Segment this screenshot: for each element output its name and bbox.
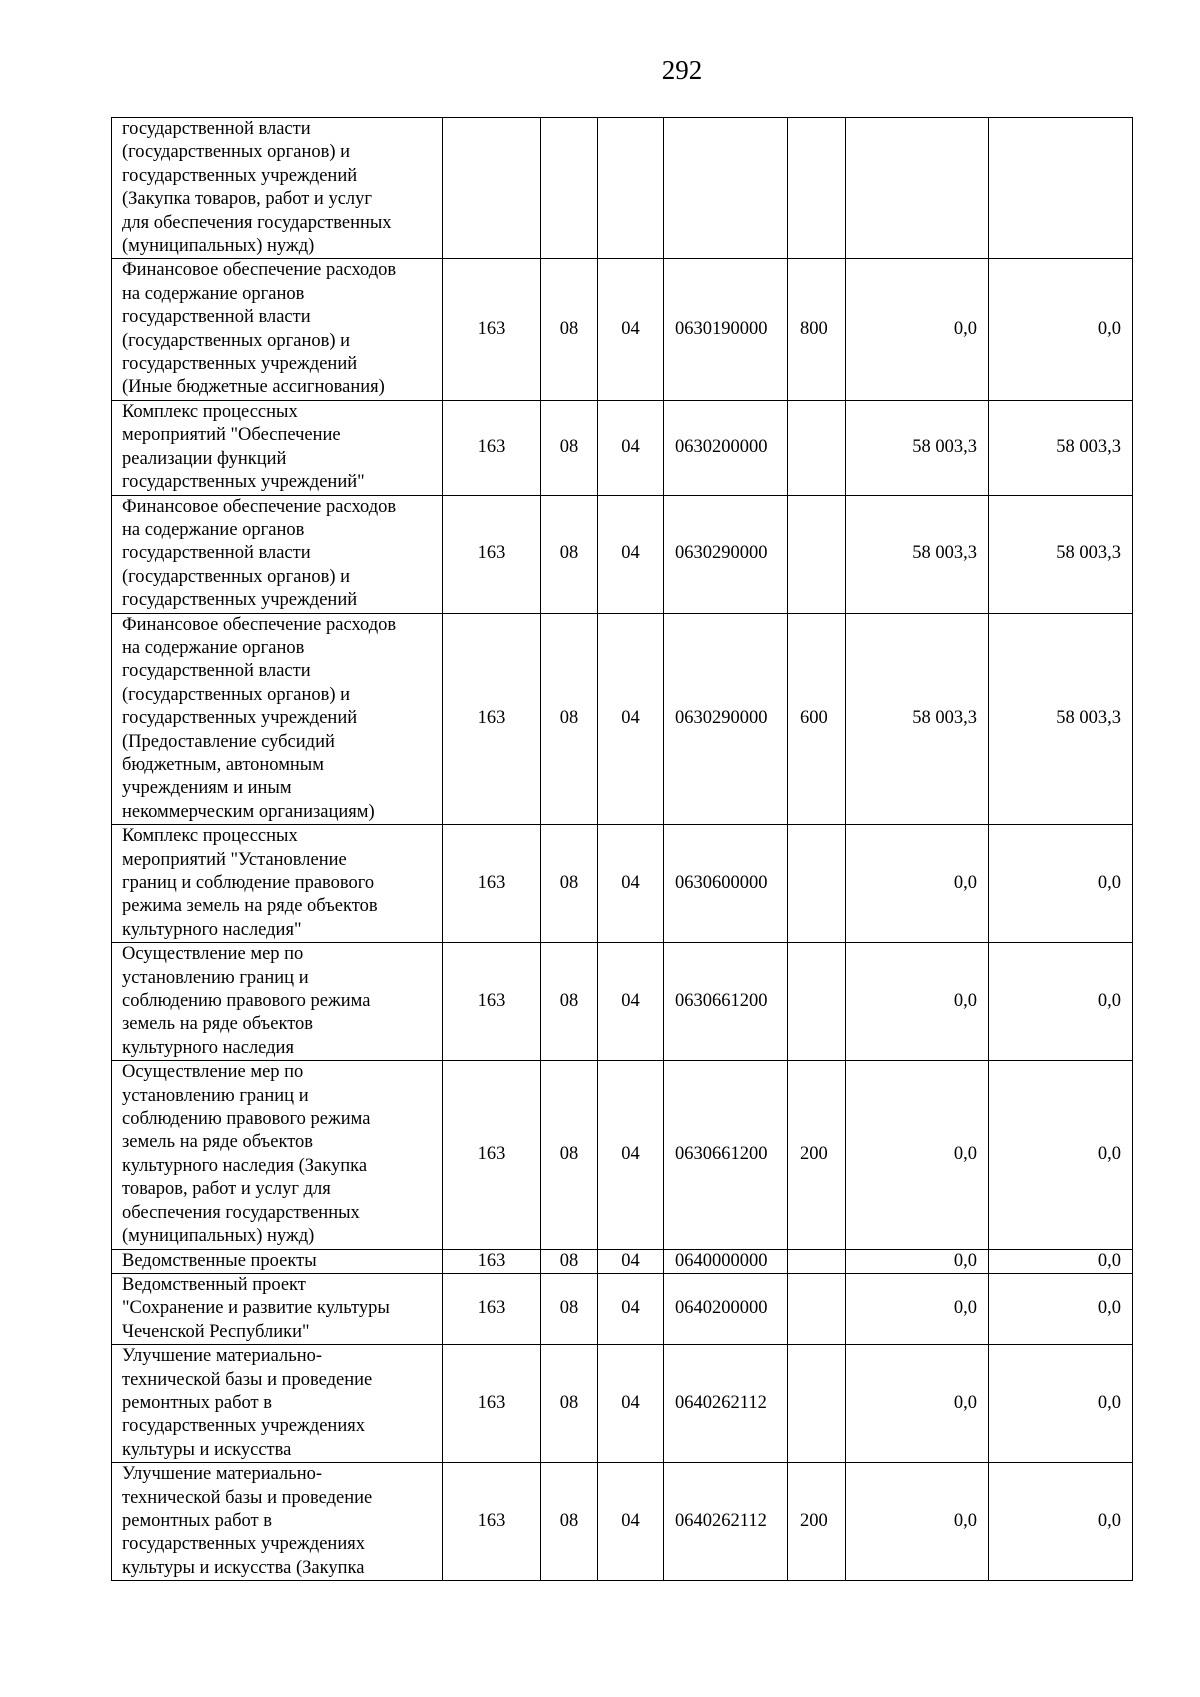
table-row [112,613,1133,825]
target-article-cell: 0630661200 [664,1061,788,1249]
grbs-code-cell: 163 [443,1345,541,1463]
target-article-cell: 0640262112 [664,1463,788,1581]
subsection-code-cell: 04 [598,1273,664,1344]
budget-table [111,117,1133,1581]
amount-year-1-cell: 0,0 [846,825,989,943]
grbs-code-cell: 163 [443,259,541,400]
row-name-cell: Осуществление мер по установлению границ и соблюдению правового режима земель на ряде объектов культурного наследия [112,943,443,1061]
grbs-code-cell: 163 [443,825,541,943]
row-name-cell: Ведомственные проекты [112,1249,443,1273]
section-code-cell: 08 [541,1273,598,1344]
table-row [112,943,1133,1061]
target-article-cell: 0630190000 [664,259,788,400]
subsection-code-cell: 04 [598,1061,664,1249]
table-row [112,1345,1133,1463]
amount-year-1-cell: 0,0 [846,1273,989,1344]
amount-year-2-cell: 58 003,3 [989,495,1133,613]
amount-year-1-cell: 0,0 [846,1061,989,1249]
table-row [112,825,1133,943]
expense-type-cell [788,1273,846,1344]
row-name-cell: Улучшение материально- технической базы и проведение ремонтных работ в государственных учреждениях культуры и искусства [112,1345,443,1463]
table-row [112,259,1133,400]
amount-year-2-cell: 0,0 [989,1463,1133,1581]
row-name-cell: Комплекс процессных мероприятий "Обеспечение реализации функций государственных учреждений" [112,400,443,495]
table-body [112,118,1133,1581]
subsection-code-cell: 04 [598,1345,664,1463]
section-code-cell: 08 [541,400,598,495]
grbs-code-cell: 163 [443,1249,541,1273]
target-article-cell: 0630290000 [664,495,788,613]
page-number: 292 [661,55,703,85]
grbs-code-cell: 163 [443,400,541,495]
subsection-code-cell: 04 [598,259,664,400]
amount-year-2-cell: 0,0 [989,1061,1133,1249]
subsection-code-cell: 04 [598,495,664,613]
grbs-code-cell [443,118,541,259]
section-code-cell: 08 [541,259,598,400]
section-code-cell: 08 [541,613,598,825]
grbs-code-cell: 163 [443,943,541,1061]
expense-type-cell [788,825,846,943]
expense-type-cell [788,1249,846,1273]
target-article-cell: 0640000000 [664,1249,788,1273]
section-code-cell: 08 [541,495,598,613]
amount-year-1-cell: 0,0 [846,1463,989,1581]
row-name-cell: государственной власти (государственных органов) и государственных учреждений (Закупка товаров, работ и услуг для обеспечения государственных (муниципальных) нужд) [112,118,443,259]
target-article-cell: 0640262112 [664,1345,788,1463]
expense-type-cell [788,495,846,613]
amount-year-1-cell: 0,0 [846,943,989,1061]
grbs-code-cell: 163 [443,613,541,825]
amount-year-2-cell: 58 003,3 [989,613,1133,825]
subsection-code-cell: 04 [598,613,664,825]
subsection-code-cell: 04 [598,400,664,495]
section-code-cell [541,118,598,259]
grbs-code-cell: 163 [443,1273,541,1344]
row-name-cell: Комплекс процессных мероприятий "Установление границ и соблюдение правового режима земель на ряде объектов культурного наследия" [112,825,443,943]
amount-year-2-cell: 0,0 [989,1249,1133,1273]
subsection-code-cell [598,118,664,259]
subsection-code-cell: 04 [598,1463,664,1581]
table-row [112,118,1133,259]
expense-type-cell [788,943,846,1061]
row-name-cell: Финансовое обеспечение расходов на содержание органов государственной власти (государственных органов) и государственных учреждений [112,495,443,613]
row-name-cell: Финансовое обеспечение расходов на содержание органов государственной власти (государственных органов) и государственных учреждений (Предоставление субсидий бюджетным, автономным учреждениям и иным некоммерческим организациям) [112,613,443,825]
table-row [112,400,1133,495]
table-row [112,1463,1133,1581]
amount-year-2-cell: 0,0 [989,259,1133,400]
expense-type-cell: 200 [788,1061,846,1249]
grbs-code-cell: 163 [443,1463,541,1581]
row-name-cell: Ведомственный проект "Сохранение и развитие культуры Чеченской Республики" [112,1273,443,1344]
expense-type-cell: 800 [788,259,846,400]
amount-year-1-cell: 58 003,3 [846,613,989,825]
table-row [112,495,1133,613]
amount-year-2-cell: 0,0 [989,825,1133,943]
table-row [112,1061,1133,1249]
expense-type-cell [788,400,846,495]
amount-year-1-cell: 58 003,3 [846,400,989,495]
amount-year-1-cell: 0,0 [846,1249,989,1273]
table-row [112,1273,1133,1344]
subsection-code-cell: 04 [598,825,664,943]
amount-year-1-cell [846,118,989,259]
target-article-cell: 0630200000 [664,400,788,495]
target-article-cell: 0630600000 [664,825,788,943]
expense-type-cell [788,1345,846,1463]
amount-year-2-cell: 0,0 [989,943,1133,1061]
row-name-cell: Финансовое обеспечение расходов на содержание органов государственной власти (государственных органов) и государственных учреждений (Иные бюджетные ассигнования) [112,259,443,400]
amount-year-2-cell: 58 003,3 [989,400,1133,495]
expense-type-cell: 600 [788,613,846,825]
section-code-cell: 08 [541,1249,598,1273]
section-code-cell: 08 [541,1345,598,1463]
row-name-cell: Улучшение материально- технической базы и проведение ремонтных работ в государственных учреждениях культуры и искусства (Закупка [112,1463,443,1581]
target-article-cell: 0630661200 [664,943,788,1061]
subsection-code-cell: 04 [598,1249,664,1273]
expense-type-cell: 200 [788,1463,846,1581]
grbs-code-cell: 163 [443,495,541,613]
table-row [112,1249,1133,1273]
amount-year-2-cell [989,118,1133,259]
section-code-cell: 08 [541,1061,598,1249]
amount-year-1-cell: 0,0 [846,259,989,400]
amount-year-1-cell: 58 003,3 [846,495,989,613]
row-name-cell: Осуществление мер по установлению границ и соблюдению правового режима земель на ряде объектов культурного наследия (Закупка товаров, работ и услуг для обеспечения государственных (муниципальных) нужд) [112,1061,443,1249]
section-code-cell: 08 [541,825,598,943]
expense-type-cell [788,118,846,259]
subsection-code-cell: 04 [598,943,664,1061]
amount-year-2-cell: 0,0 [989,1273,1133,1344]
amount-year-2-cell: 0,0 [989,1345,1133,1463]
target-article-cell: 0630290000 [664,613,788,825]
amount-year-1-cell: 0,0 [846,1345,989,1463]
section-code-cell: 08 [541,943,598,1061]
section-code-cell: 08 [541,1463,598,1581]
target-article-cell [664,118,788,259]
target-article-cell: 0640200000 [664,1273,788,1344]
grbs-code-cell: 163 [443,1061,541,1249]
